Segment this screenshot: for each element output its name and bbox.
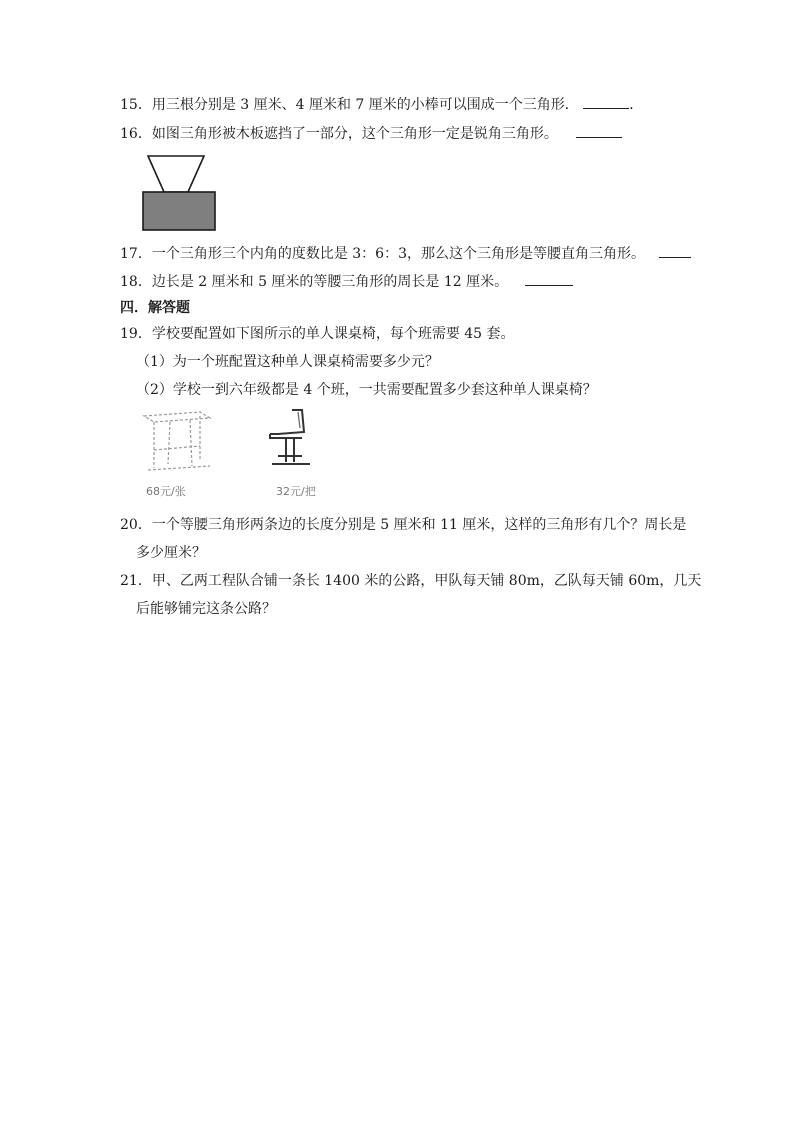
question-15 [120, 95, 643, 115]
triangle-visible-part [148, 156, 204, 192]
question-20-line-1: 20．一个等腰三角形两条边的长度分别是 5 厘米和 11 厘米，这样的三角形有几个？周长是 [120, 517, 687, 533]
answer-blank-17[interactable] [659, 245, 691, 258]
chair-icon [264, 406, 324, 476]
question-18-text: 18．边长是 2 厘米和 5 厘米的等腰三角形的周长是 12 厘米。 [120, 274, 509, 290]
answer-blank-18[interactable] [525, 273, 573, 286]
question-17 [120, 244, 691, 264]
answer-blank-16[interactable] [576, 125, 622, 138]
section-heading: 四．解答题 [120, 300, 190, 316]
chair-price-caption: 32元/把 [276, 485, 316, 498]
question-21-line-1: 21．甲、乙两工程队合铺一条长 1400 米的公路，甲队每天铺 80m，乙队每天铺 60m，几天 [120, 573, 702, 589]
desk-price-caption: 68元/张 [146, 485, 186, 498]
question-16 [120, 124, 622, 144]
triangle-board-figure [142, 154, 218, 232]
question-20-line-2: 多少厘米？ [136, 545, 206, 561]
question-19-part-2: （2）学校一到六年级都是 4 个班，一共需要配置多少套这种单人课桌椅？ [136, 382, 597, 398]
question-15-text: 15．用三根分别是 3 厘米、4 厘米和 7 厘米的小棒可以围成一个三角形． [120, 97, 579, 113]
wooden-board [143, 192, 215, 230]
question-16-text: 16．如图三角形被木板遮挡了一部分，这个三角形一定是锐角三角形。 [120, 126, 558, 142]
question-17-text: 17．一个三角形三个内角的度数比是 3：6：3，那么这个三角形是等腰直角三角形。 [120, 246, 645, 262]
question-19-part-1: （1）为一个班配置这种单人课桌椅需要多少元？ [136, 354, 439, 370]
question-18 [120, 272, 573, 292]
question-15-end: ． [629, 97, 644, 113]
question-21-line-2: 后能够铺完这条公路？ [136, 601, 276, 617]
desk-icon [140, 408, 216, 476]
question-19: 19．学校要配置如下图所示的单人课桌椅，每个班需要 45 套。 [120, 326, 515, 342]
answer-blank-15[interactable] [583, 96, 629, 109]
